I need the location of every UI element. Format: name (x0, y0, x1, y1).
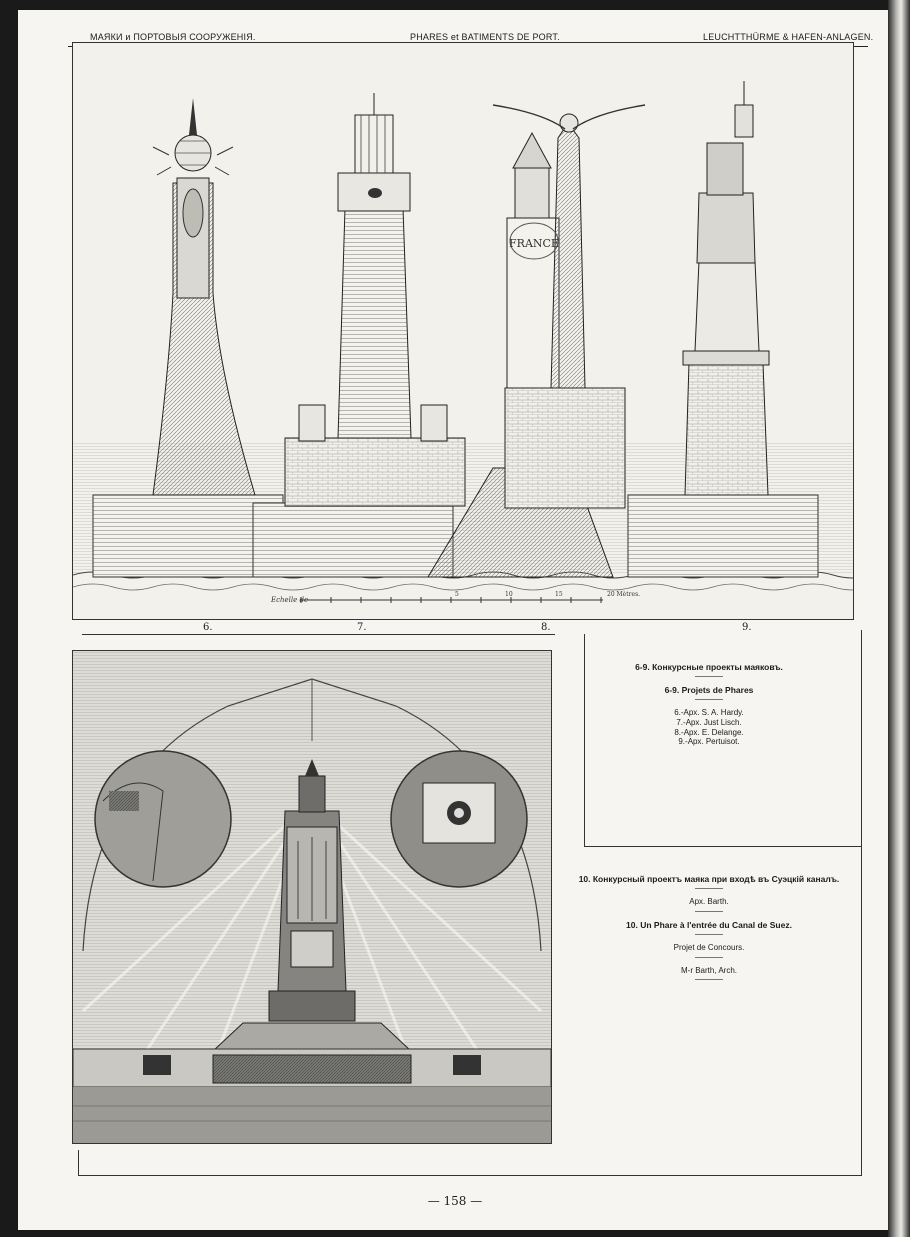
header-center: PHARES et BATIMENTS DE PORT. (410, 32, 560, 42)
frame-line-top (82, 634, 555, 635)
figure-number-6: 6. (203, 622, 213, 633)
caption-rule (695, 957, 723, 958)
scale-tick-5: 5 (455, 591, 459, 598)
figure-number-8: 8. (541, 622, 551, 633)
lighthouse-elevations-drawing (73, 43, 853, 619)
caption-rule (695, 676, 723, 677)
header-right: LEUCHTTHÜRME & HAFEN-ANLAGEN. (703, 32, 874, 42)
caption-projects-6-9 (566, 662, 852, 747)
suez-lighthouse-figure (72, 650, 552, 1144)
caption-rule (695, 699, 723, 700)
lighthouse-9 (628, 81, 818, 577)
scale-label: Echelle de (271, 596, 309, 604)
credit-6: 6.-Арх. S. A. Hardy. (674, 708, 744, 718)
scale-tick-10: 10 (505, 591, 513, 598)
caption-suez-architect-fr: M-r Barth, Arch. (680, 965, 737, 975)
frame-line-bottom (78, 1175, 862, 1176)
caption-suez-architect-ru: Арх. Barth. (689, 897, 729, 907)
caption-suez-subtitle-fr: Projet de Concours. (673, 942, 745, 952)
caption-suez-title-fr: 10. Un Phare à l'entrée du Canal de Suez. (626, 919, 792, 930)
scale-tick-15: 15 (555, 591, 563, 598)
france-lettering: FRANCE (509, 237, 559, 250)
credit-8: 8.-Арх. E. Delange. (674, 727, 744, 737)
credit-9: 9.-Арх. Pertuisot. (678, 737, 740, 747)
frame-line-caption-mid (584, 846, 861, 847)
caption-title-ru: 6-9. Конкурсные проекты маяковъ. (635, 662, 783, 672)
suez-lighthouse-drawing (73, 651, 551, 1143)
caption-rule (695, 911, 723, 912)
caption-rule (695, 934, 723, 935)
caption-suez-lighthouse (566, 874, 852, 986)
header-left: МАЯКИ и ПОРТОВЫЯ СООРУЖЕНІЯ. (90, 32, 256, 42)
frame-line-left (78, 1150, 79, 1176)
lighthouse-projects-figure (72, 42, 854, 620)
frame-line-caption-right (861, 630, 862, 1175)
figure-number-7: 7. (357, 622, 367, 633)
page-number: — 158 — (427, 1194, 483, 1208)
scale-tick-20: 20 Mètres. (607, 591, 641, 598)
credit-7: 7.-Арх. Just Lisch. (676, 717, 742, 727)
figure-number-9: 9. (742, 622, 752, 633)
lighthouse-7 (253, 93, 465, 577)
page-edge-shadow (888, 0, 910, 1237)
caption-title-fr: 6-9. Projets de Phares (664, 685, 754, 696)
caption-suez-title-ru: 10. Конкурсный проектъ маяка при входѣ въ Суэцкій каналъ. (578, 874, 840, 884)
caption-rule (695, 979, 723, 980)
caption-rule (695, 888, 723, 889)
